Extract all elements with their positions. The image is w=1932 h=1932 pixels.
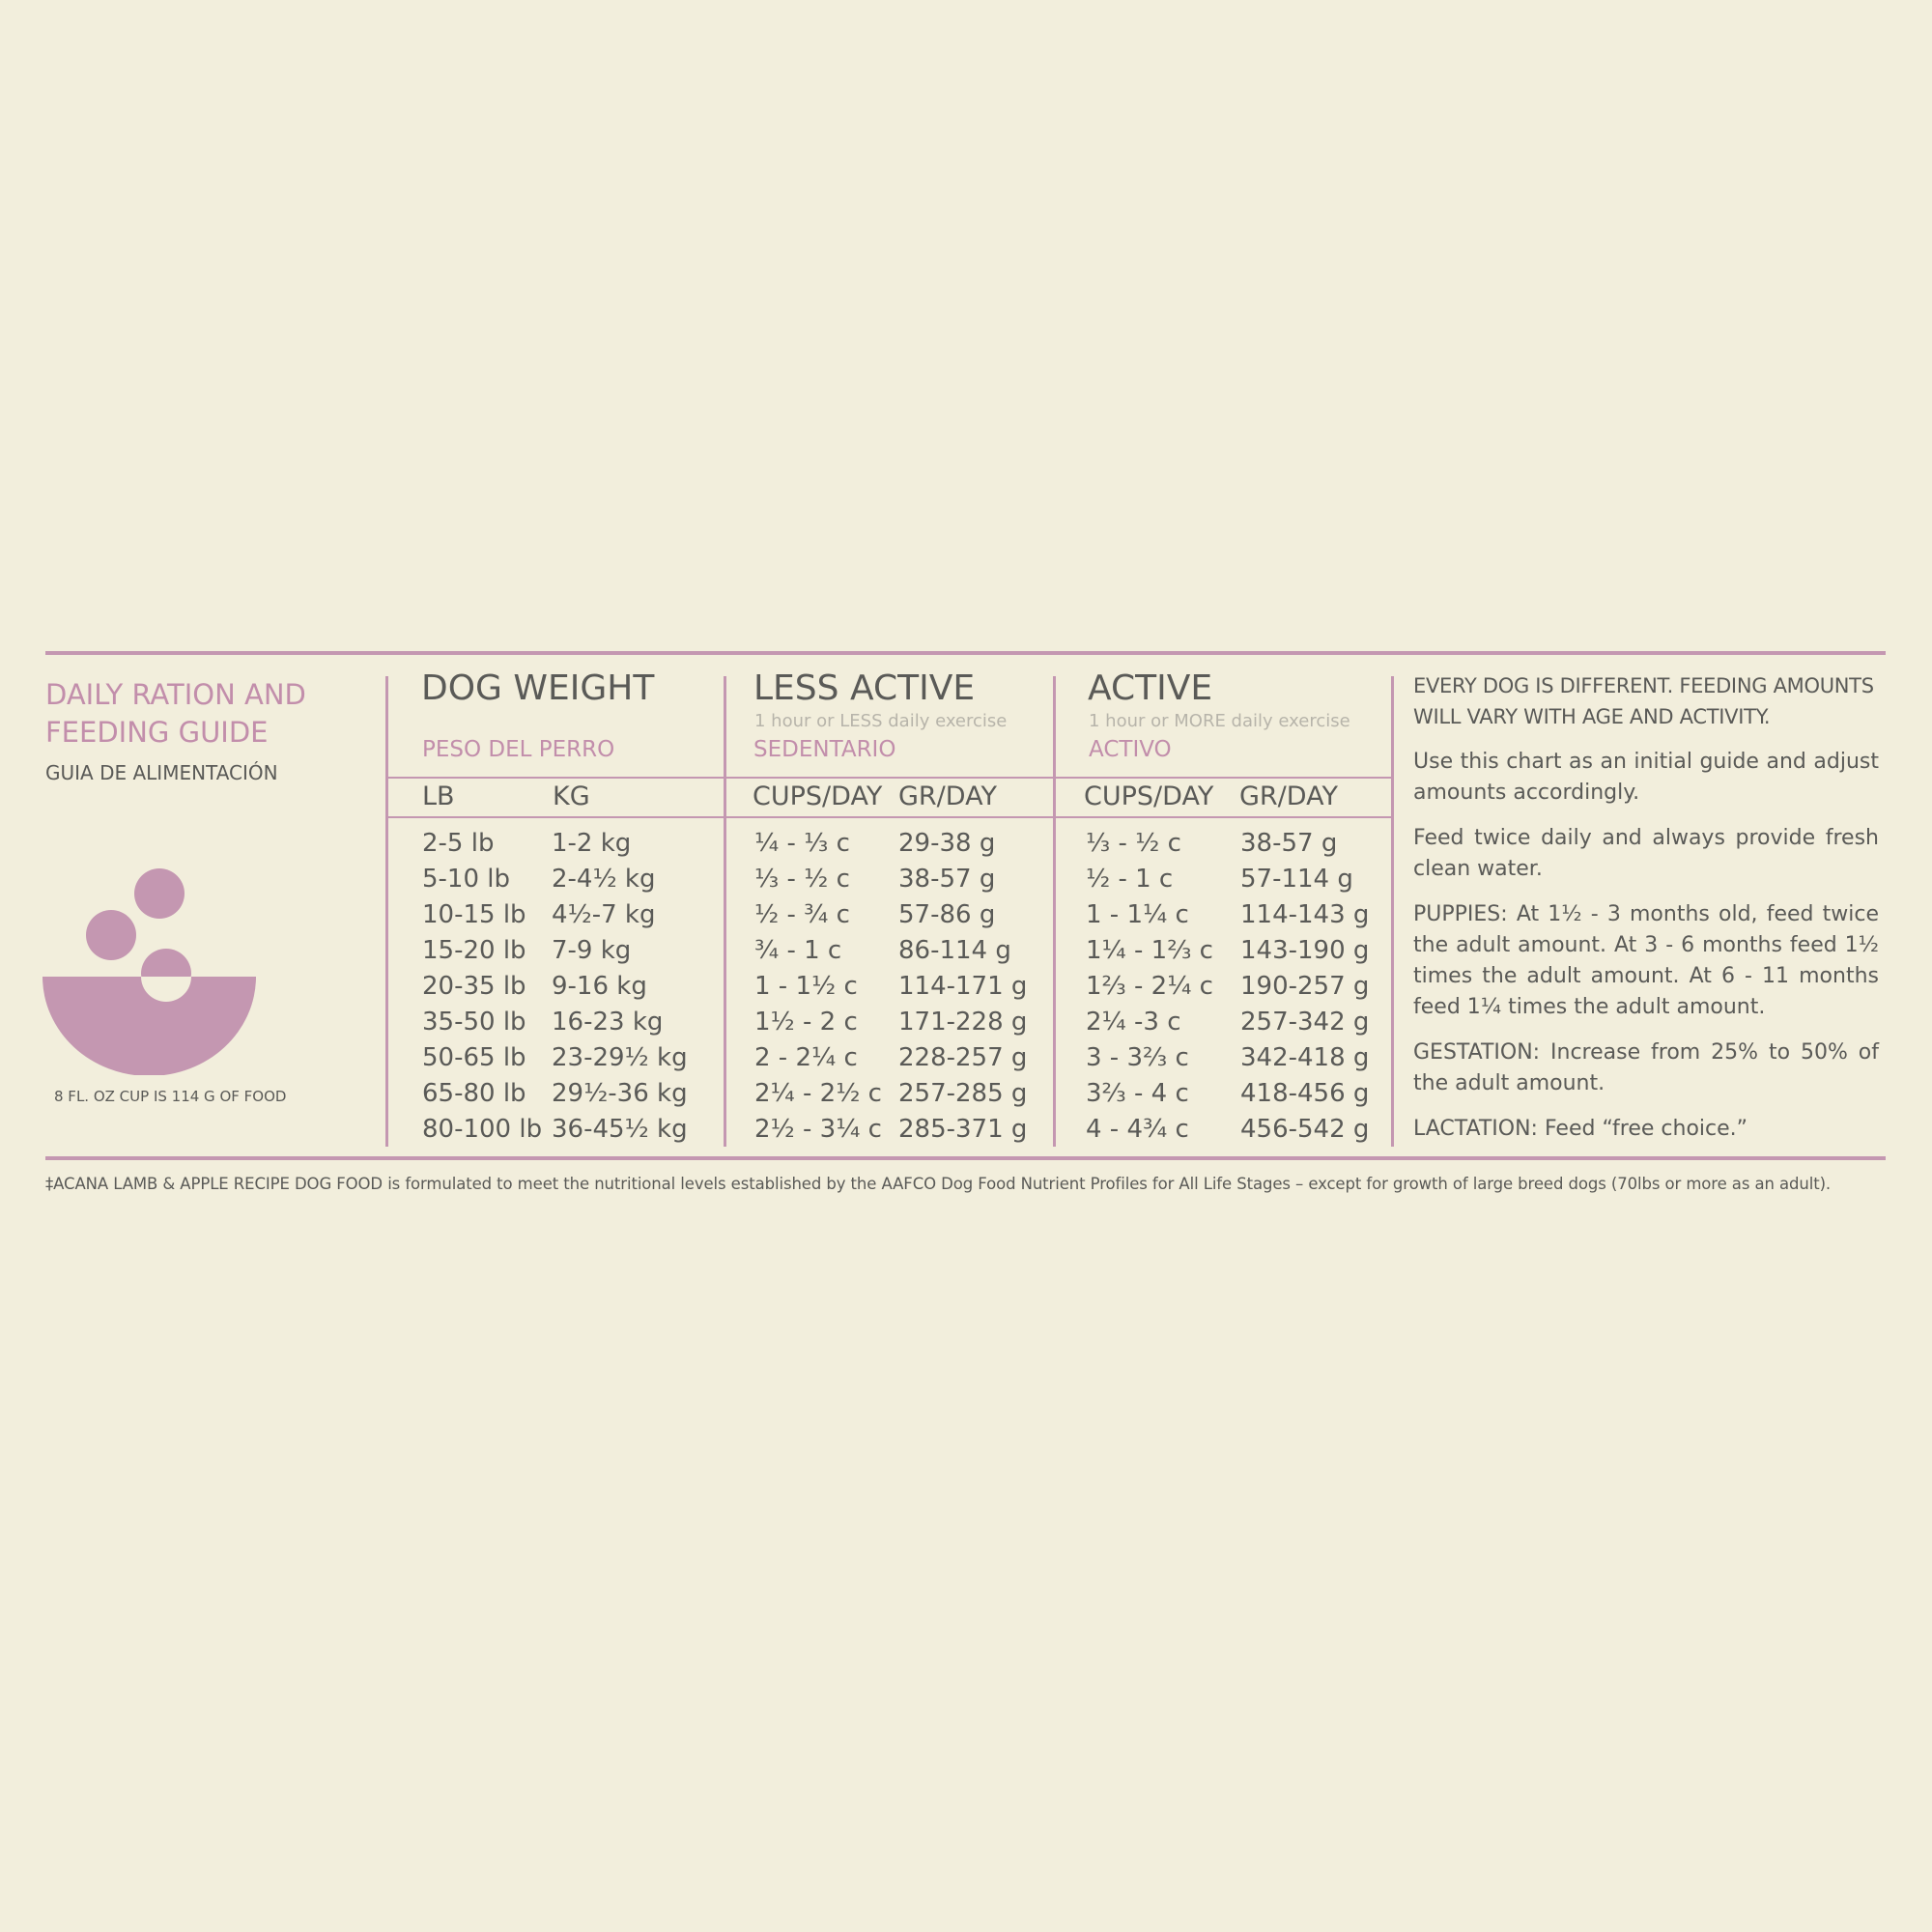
notes-puppies: PUPPIES: At 1½ - 3 months old, feed twice the adult amount. At 3 - 6 months feed 1½ times the adult amount. At 6 - 11 months feed 1¼ times the adult amount. [1413, 902, 1879, 1019]
less-active-title: LESS ACTIVE [753, 668, 976, 708]
table-cell: 10-15 lb [422, 900, 526, 929]
less-active-cups-column [754, 826, 882, 1148]
table-cell: 4½-7 kg [552, 900, 656, 929]
feeding-notes [1413, 670, 1879, 1159]
table-cell: 4 - 4¾ c [1086, 1115, 1189, 1144]
table-cell: 3 - 3⅔ c [1086, 1043, 1189, 1072]
table-cell: 171-228 g [898, 1008, 1028, 1037]
bowl-with-kibble-icon [43, 867, 260, 1079]
table-cell: 20-35 lb [422, 972, 526, 1001]
table-cell: 2-4½ kg [552, 865, 656, 894]
table-cell: 143-190 g [1240, 936, 1370, 965]
table-cell: 114-143 g [1240, 900, 1370, 929]
table-cell: 50-65 lb [422, 1043, 526, 1072]
table-cell: 35-50 lb [422, 1008, 526, 1037]
table-cell: 2-5 lb [422, 829, 495, 858]
table-cell: 36-45½ kg [552, 1115, 688, 1144]
kg-column [552, 826, 688, 1148]
table-cell: 57-86 g [898, 900, 996, 929]
table-cell: 23-29½ kg [552, 1043, 688, 1072]
active-subtitle: 1 hour or MORE daily exercise [1089, 711, 1350, 731]
active-title: ACTIVE [1088, 668, 1213, 708]
table-cell: 5-10 lb [422, 865, 510, 894]
table-cell: 57-114 g [1240, 865, 1353, 894]
table-cell: 65-80 lb [422, 1079, 526, 1108]
table-cell: 257-342 g [1240, 1008, 1370, 1037]
notes-paragraph: Feed twice daily and always provide fresh clean water. [1413, 826, 1879, 881]
kg-column-header: KG [553, 781, 590, 811]
table-cell: 2½ - 3¼ c [754, 1115, 882, 1144]
table-cell: 285-371 g [898, 1115, 1028, 1144]
table-cell: 257-285 g [898, 1079, 1028, 1108]
lb-column-header: LB [422, 781, 455, 811]
table-cell: ¼ - ⅓ c [754, 829, 850, 858]
table-cell: 1¼ - 1⅔ c [1086, 936, 1213, 965]
table-cell: 2¼ - 2½ c [754, 1079, 882, 1108]
guide-subtitle: GUIA DE ALIMENTACIÓN [45, 761, 278, 784]
table-cell: 3⅔ - 4 c [1086, 1079, 1189, 1108]
table-cell: 1-2 kg [552, 829, 632, 858]
header-rule [387, 777, 1391, 779]
active-cups-header: CUPS/DAY [1084, 781, 1214, 811]
cup-size-note: 8 FL. OZ CUP IS 114 G OF FOOD [54, 1088, 287, 1105]
table-cell: 38-57 g [1240, 829, 1338, 858]
table-cell: 190-257 g [1240, 972, 1370, 1001]
divider [724, 676, 726, 1147]
table-cell: 114-171 g [898, 972, 1028, 1001]
table-cell: 15-20 lb [422, 936, 526, 965]
divider [1053, 676, 1056, 1147]
lb-column [422, 826, 542, 1148]
table-cell: ½ - 1 c [1086, 865, 1174, 894]
table-cell: ⅓ - ½ c [1086, 829, 1181, 858]
active-title-es: ACTIVO [1089, 737, 1172, 762]
footnote: ‡ACANA LAMB & APPLE RECIPE DOG FOOD is formulated to meet the nutritional levels established by the AAFCO Dog Food Nutrient Profiles for All Life Stages – except for growth of large breed dogs (70lbs or more as an adult). [45, 1175, 1832, 1193]
active-gr-header: GR/DAY [1239, 781, 1338, 811]
table-cell: 86-114 g [898, 936, 1011, 965]
table-cell: 9-16 kg [552, 972, 647, 1001]
dog-weight-title: DOG WEIGHT [421, 668, 655, 708]
table-cell: ½ - ¾ c [754, 900, 850, 929]
table-cell: 418-456 g [1240, 1079, 1370, 1108]
less-active-subtitle: 1 hour or LESS daily exercise [754, 711, 1008, 731]
header-rule [387, 816, 1391, 818]
divider [1391, 676, 1394, 1147]
table-cell: 16-23 kg [552, 1008, 664, 1037]
guide-title: DAILY RATION AND FEEDING GUIDE [45, 678, 306, 749]
table-cell: 1 - 1¼ c [1086, 900, 1189, 929]
table-cell: 80-100 lb [422, 1115, 543, 1144]
table-cell: 29-38 g [898, 829, 996, 858]
table-cell: 1 - 1½ c [754, 972, 858, 1001]
table-cell: 29½-36 kg [552, 1079, 688, 1108]
table-cell: 1½ - 2 c [754, 1008, 858, 1037]
notes-intro: EVERY DOG IS DIFFERENT. FEEDING AMOUNTS WILL VARY WITH AGE AND ACTIVITY. [1413, 674, 1874, 728]
less-active-title-es: SEDENTARIO [753, 737, 896, 762]
table-cell: 1⅔ - 2¼ c [1086, 972, 1213, 1001]
table-cell: ⅓ - ½ c [754, 865, 850, 894]
table-cell: 342-418 g [1240, 1043, 1370, 1072]
less-active-gr-header: GR/DAY [898, 781, 997, 811]
active-gr-column [1240, 826, 1369, 1148]
top-rule [45, 651, 1886, 655]
table-cell: 228-257 g [898, 1043, 1028, 1072]
active-cups-column [1086, 826, 1213, 1148]
less-active-cups-header: CUPS/DAY [753, 781, 883, 811]
table-cell: 38-57 g [898, 865, 996, 894]
less-active-gr-column [898, 826, 1027, 1148]
table-cell: 2¼ -3 c [1086, 1008, 1181, 1037]
table-cell: 456-542 g [1240, 1115, 1370, 1144]
table-cell: ¾ - 1 c [754, 936, 842, 965]
table-cell: 7-9 kg [552, 936, 632, 965]
divider [385, 676, 388, 1147]
notes-gestation: GESTATION: Increase from 25% to 50% of the adult amount. [1413, 1040, 1879, 1095]
table-cell: 2 - 2¼ c [754, 1043, 858, 1072]
notes-lactation: LACTATION: Feed “free choice.” [1413, 1117, 1748, 1141]
dog-weight-title-es: PESO DEL PERRO [422, 737, 615, 762]
notes-paragraph: Use this chart as an initial guide and adjust amounts accordingly. [1413, 750, 1879, 805]
